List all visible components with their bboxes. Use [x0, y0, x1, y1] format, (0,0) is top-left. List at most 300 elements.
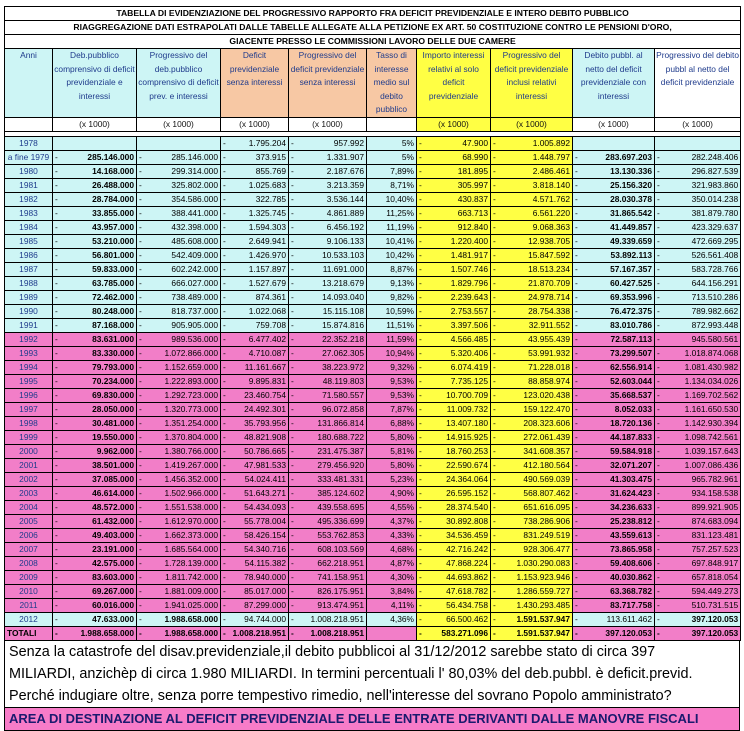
value-cell: - 71.228.018: [491, 361, 573, 375]
value-cell: - 651.616.095: [491, 501, 573, 515]
value-cell: - 70.234.000: [53, 375, 137, 389]
value-cell: - 663.713: [417, 207, 491, 221]
value-cell: - 83.603.000: [53, 571, 137, 585]
value-cell: - 912.840: [417, 221, 491, 235]
value-cell: - 1.007.086.436: [655, 459, 741, 473]
value-cell: 4,33%: [367, 529, 417, 543]
value-cell: - 1.152.659.000: [137, 361, 221, 375]
value-cell: - 738.489.000: [137, 291, 221, 305]
value-cell: - 738.286.906: [491, 515, 573, 529]
value-cell: [137, 137, 221, 151]
value-cell: 7,89%: [367, 165, 417, 179]
year-cell: 1980: [5, 165, 53, 179]
value-cell: - 6.561.220: [491, 207, 573, 221]
value-cell: - 13.130.336: [573, 165, 655, 179]
unit-cell: (x 1000): [655, 118, 741, 132]
value-cell: - 899.921.905: [655, 501, 741, 515]
value-cell: - 913.474.951: [289, 599, 367, 613]
year-cell: 2000: [5, 445, 53, 459]
value-cell: - 430.837: [417, 193, 491, 207]
value-cell: - 602.242.000: [137, 263, 221, 277]
value-cell: - 1.662.373.000: [137, 529, 221, 543]
value-cell: - 713.510.286: [655, 291, 741, 305]
value-cell: - 83.010.786: [573, 319, 655, 333]
year-cell: 2010: [5, 585, 53, 599]
value-cell: - 4.571.762: [491, 193, 573, 207]
table-row: [5, 263, 741, 277]
value-cell: - 874.361: [221, 291, 289, 305]
value-cell: - 485.608.000: [137, 235, 221, 249]
year-cell: 1987: [5, 263, 53, 277]
value-cell: - 279.456.920: [289, 459, 367, 473]
value-cell: - 123.020.438: [491, 389, 573, 403]
value-cell: - 1.039.157.643: [655, 445, 741, 459]
value-cell: - 11.691.000: [289, 263, 367, 277]
value-cell: - 24.364.064: [417, 473, 491, 487]
value-cell: - 66.500.462: [417, 613, 491, 627]
value-cell: 11,25%: [367, 207, 417, 221]
total-cell: - 1.008.218.951: [221, 627, 289, 641]
value-cell: - 31.624.423: [573, 487, 655, 501]
value-cell: - 1.594.303: [221, 221, 289, 235]
value-cell: - 1.612.970.000: [137, 515, 221, 529]
value-cell: - 7.735.125: [417, 375, 491, 389]
value-cell: - 1.081.430.982: [655, 361, 741, 375]
value-cell: 11,59%: [367, 333, 417, 347]
value-cell: - 350.014.238: [655, 193, 741, 207]
value-cell: - 3.397.506: [417, 319, 491, 333]
value-cell: - 181.895: [417, 165, 491, 179]
value-cell: - 322.785: [221, 193, 289, 207]
year-cell: 1999: [5, 431, 53, 445]
value-cell: - 934.158.538: [655, 487, 741, 501]
value-cell: - 1.881.009.000: [137, 585, 221, 599]
value-cell: - 9.895.831: [221, 375, 289, 389]
value-cell: - 73.865.958: [573, 543, 655, 557]
unit-cell: (x 1000): [289, 118, 367, 132]
value-cell: - 85.017.000: [221, 585, 289, 599]
value-cell: 5,80%: [367, 431, 417, 445]
header-deficit: Deficit previdenziale senza interessi: [221, 49, 289, 118]
value-cell: - 388.441.000: [137, 207, 221, 221]
value-cell: - 71.580.557: [289, 389, 367, 403]
value-cell: - 1.380.766.000: [137, 445, 221, 459]
total-cell: - 397.120.053: [573, 627, 655, 641]
value-cell: 3,84%: [367, 585, 417, 599]
value-cell: - 905.905.000: [137, 319, 221, 333]
value-cell: - 2.486.461: [491, 165, 573, 179]
value-cell: - 583.728.766: [655, 263, 741, 277]
table-row: [5, 277, 741, 291]
value-cell: - 1.292.723.000: [137, 389, 221, 403]
value-cell: - 41.449.857: [573, 221, 655, 235]
value-cell: - 73.299.507: [573, 347, 655, 361]
value-cell: - 56.801.000: [53, 249, 137, 263]
total-cell: - 1.988.658.000: [137, 627, 221, 641]
value-cell: - 53.991.932: [491, 347, 573, 361]
value-cell: - 4.861.889: [289, 207, 367, 221]
value-cell: - 1.728.139.000: [137, 557, 221, 571]
value-cell: - 354.586.000: [137, 193, 221, 207]
value-cell: 4,11%: [367, 599, 417, 613]
year-cell: 2003: [5, 487, 53, 501]
value-cell: - 439.558.695: [289, 501, 367, 515]
value-cell: - 83.631.000: [53, 333, 137, 347]
note-text: [4, 641, 740, 707]
year-cell: 1978: [5, 137, 53, 151]
value-cell: - 83.330.000: [53, 347, 137, 361]
table-row: [5, 193, 741, 207]
value-cell: - 594.449.273: [655, 585, 741, 599]
value-cell: - 47.633.000: [53, 613, 137, 627]
value-cell: [655, 137, 741, 151]
value-cell: - 87.299.000: [221, 599, 289, 613]
table-row: [5, 585, 741, 599]
value-cell: - 35.668.537: [573, 389, 655, 403]
value-cell: - 159.122.470: [491, 403, 573, 417]
value-cell: - 1.430.293.485: [491, 599, 573, 613]
value-cell: - 69.830.000: [53, 389, 137, 403]
value-cell: 10,40%: [367, 193, 417, 207]
value-cell: - 510.731.515: [655, 599, 741, 613]
value-cell: - 472.669.295: [655, 235, 741, 249]
value-cell: - 542.409.000: [137, 249, 221, 263]
value-cell: - 72.587.113: [573, 333, 655, 347]
value-cell: - 432.398.000: [137, 221, 221, 235]
value-cell: - 96.072.858: [289, 403, 367, 417]
table-row: [5, 165, 741, 179]
table-row: [5, 543, 741, 557]
table-row: [5, 431, 741, 445]
value-cell: - 1.169.702.562: [655, 389, 741, 403]
value-cell: - 6.456.192: [289, 221, 367, 235]
value-cell: - 2.187.676: [289, 165, 367, 179]
value-cell: - 759.708: [221, 319, 289, 333]
value-cell: - 38.501.000: [53, 459, 137, 473]
value-cell: - 53.892.113: [573, 249, 655, 263]
year-cell: 2012: [5, 613, 53, 627]
value-cell: - 1.153.923.946: [491, 571, 573, 585]
value-cell: - 60.427.525: [573, 277, 655, 291]
value-cell: - 13.407.180: [417, 417, 491, 431]
value-cell: - 43.957.000: [53, 221, 137, 235]
value-cell: - 208.323.606: [491, 417, 573, 431]
value-cell: - 1.142.930.394: [655, 417, 741, 431]
value-cell: - 26.595.152: [417, 487, 491, 501]
value-cell: - 22.590.674: [417, 459, 491, 473]
value-cell: - 47.618.782: [417, 585, 491, 599]
value-cell: - 28.050.000: [53, 403, 137, 417]
value-cell: - 965.782.961: [655, 473, 741, 487]
value-cell: - 1.527.679: [221, 277, 289, 291]
value-cell: - 874.683.094: [655, 515, 741, 529]
value-cell: - 52.603.044: [573, 375, 655, 389]
value-cell: - 14.168.000: [53, 165, 137, 179]
value-cell: - 928.306.477: [491, 543, 573, 557]
value-cell: 10,42%: [367, 249, 417, 263]
year-cell: 1992: [5, 333, 53, 347]
year-cell: 2002: [5, 473, 53, 487]
deficit-table: [4, 6, 741, 641]
value-cell: 9,53%: [367, 375, 417, 389]
value-cell: - 282.248.406: [655, 151, 741, 165]
value-cell: - 15.847.592: [491, 249, 573, 263]
value-cell: 11,19%: [367, 221, 417, 235]
totals-label: TOTALI: [5, 627, 53, 641]
value-cell: - 69.267.000: [53, 585, 137, 599]
destination-banner: AREA DI DESTINAZIONE AL DEFICIT PREVIDENZIALE DELLE ENTRATE DERIVANTI DALLE MANOVRE FISCALI: [4, 707, 740, 731]
unit-cell: (x 1000): [491, 118, 573, 132]
value-cell: - 48.119.803: [289, 375, 367, 389]
value-cell: - 1.988.658.000: [137, 613, 221, 627]
value-cell: - 53.210.000: [53, 235, 137, 249]
value-cell: - 1.419.267.000: [137, 459, 221, 473]
value-cell: - 1.426.970: [221, 249, 289, 263]
total-cell: - 1.988.658.000: [53, 627, 137, 641]
table-row: [5, 473, 741, 487]
value-cell: - 42.575.000: [53, 557, 137, 571]
table-row: [5, 249, 741, 263]
value-cell: - 48.572.000: [53, 501, 137, 515]
total-cell: - 583.271.096: [417, 627, 491, 641]
value-cell: - 495.336.699: [289, 515, 367, 529]
year-cell: 2008: [5, 557, 53, 571]
value-cell: - 13.218.679: [289, 277, 367, 291]
value-cell: - 10.533.103: [289, 249, 367, 263]
table-row: [5, 529, 741, 543]
value-cell: - 55.778.004: [221, 515, 289, 529]
total-cell: [367, 627, 417, 641]
value-cell: - 44.693.862: [417, 571, 491, 585]
value-cell: - 1.685.564.000: [137, 543, 221, 557]
value-cell: - 272.061.439: [491, 431, 573, 445]
value-cell: - 6.074.419: [417, 361, 491, 375]
value-cell: [53, 137, 137, 151]
value-cell: - 285.146.000: [137, 151, 221, 165]
value-cell: - 54.434.093: [221, 501, 289, 515]
header-tasso: Tasso di interesse medio sul debito pubblico: [367, 49, 417, 118]
value-cell: - 72.462.000: [53, 291, 137, 305]
value-cell: - 24.492.301: [221, 403, 289, 417]
value-cell: - 10.700.709: [417, 389, 491, 403]
note-line: MILIARDI, anzichèp di circa 1.980 MILIARDI. In termini percentuali l' 80,03% del deb.pubbl. è deficit.previd.: [9, 666, 693, 682]
value-cell: - 47.868.224: [417, 557, 491, 571]
year-cell: 1981: [5, 179, 53, 193]
value-cell: - 831.123.481: [655, 529, 741, 543]
value-cell: - 180.688.722: [289, 431, 367, 445]
value-cell: - 18.513.234: [491, 263, 573, 277]
value-cell: - 63.785.000: [53, 277, 137, 291]
totals-row: [5, 627, 741, 641]
value-cell: - 41.303.475: [573, 473, 655, 487]
value-cell: - 321.983.860: [655, 179, 741, 193]
value-cell: - 26.488.000: [53, 179, 137, 193]
value-cell: - 32.071.207: [573, 459, 655, 473]
unit-cell: (x 1000): [417, 118, 491, 132]
value-cell: - 9.106.133: [289, 235, 367, 249]
value-cell: - 1.811.742.000: [137, 571, 221, 585]
table-row: [5, 487, 741, 501]
table-row: [5, 501, 741, 515]
value-cell: - 60.016.000: [53, 599, 137, 613]
value-cell: - 54.024.411: [221, 473, 289, 487]
total-cell: - 1.008.218.951: [289, 627, 367, 641]
year-cell: a fine 1979: [5, 151, 53, 165]
value-cell: - 412.180.564: [491, 459, 573, 473]
year-cell: 2009: [5, 571, 53, 585]
value-cell: - 608.103.569: [289, 543, 367, 557]
value-cell: - 333.481.331: [289, 473, 367, 487]
value-cell: - 12.938.705: [491, 235, 573, 249]
value-cell: - 21.870.709: [491, 277, 573, 291]
value-cell: - 33.855.000: [53, 207, 137, 221]
table-row: [5, 459, 741, 473]
value-cell: - 28.754.338: [491, 305, 573, 319]
table-row: [5, 347, 741, 361]
value-cell: - 872.993.448: [655, 319, 741, 333]
year-cell: 2006: [5, 529, 53, 543]
header-progressivo-netto: Progressivo del debito pubbl al netto del deficit previdenziale: [655, 49, 741, 118]
table-row: [5, 221, 741, 235]
value-cell: - 2.239.643: [417, 291, 491, 305]
year-cell: 1985: [5, 235, 53, 249]
value-cell: - 4.566.485: [417, 333, 491, 347]
year-cell: 2005: [5, 515, 53, 529]
value-cell: - 94.744.000: [221, 613, 289, 627]
year-cell: 1986: [5, 249, 53, 263]
value-cell: - 789.982.662: [655, 305, 741, 319]
table-row: [5, 179, 741, 193]
value-cell: - 1.008.218.951: [289, 613, 367, 627]
value-cell: - 23.191.000: [53, 543, 137, 557]
year-cell: 1993: [5, 347, 53, 361]
value-cell: - 1.829.796: [417, 277, 491, 291]
value-cell: [573, 137, 655, 151]
value-cell: 6,88%: [367, 417, 417, 431]
units-row: [5, 118, 741, 132]
table-row: [5, 137, 741, 151]
value-cell: - 373.915: [221, 151, 289, 165]
value-cell: - 1.286.559.727: [491, 585, 573, 599]
value-cell: - 341.608.357: [491, 445, 573, 459]
value-cell: - 397.120.053: [655, 613, 741, 627]
value-cell: - 11.161.667: [221, 361, 289, 375]
value-cell: - 490.569.039: [491, 473, 573, 487]
value-cell: - 15.115.108: [289, 305, 367, 319]
value-cell: - 4.710.087: [221, 347, 289, 361]
year-cell: 1982: [5, 193, 53, 207]
value-cell: - 9.068.363: [491, 221, 573, 235]
table-row: [5, 207, 741, 221]
value-cell: - 3.213.359: [289, 179, 367, 193]
value-cell: - 385.124.602: [289, 487, 367, 501]
value-cell: - 757.257.523: [655, 543, 741, 557]
value-cell: - 1.481.917: [417, 249, 491, 263]
header-progressivo-interessi: Progressivo del deficit previdenziale inclusi relativi interessi: [491, 49, 573, 118]
year-cell: 1997: [5, 403, 53, 417]
value-cell: - 87.168.000: [53, 319, 137, 333]
value-cell: - 79.793.000: [53, 361, 137, 375]
year-cell: 2004: [5, 501, 53, 515]
unit-cell: (x 1000): [53, 118, 137, 132]
value-cell: - 1.222.893.000: [137, 375, 221, 389]
value-cell: 10,94%: [367, 347, 417, 361]
unit-cell: (x 1000): [573, 118, 655, 132]
value-cell: - 44.187.833: [573, 431, 655, 445]
value-cell: - 46.614.000: [53, 487, 137, 501]
value-cell: 7,87%: [367, 403, 417, 417]
table-row: [5, 235, 741, 249]
year-cell: 1995: [5, 375, 53, 389]
value-cell: - 325.802.000: [137, 179, 221, 193]
value-cell: - 741.158.951: [289, 571, 367, 585]
value-cell: - 1.220.400: [417, 235, 491, 249]
year-cell: 1998: [5, 417, 53, 431]
value-cell: - 76.472.375: [573, 305, 655, 319]
value-cell: - 8.052.033: [573, 403, 655, 417]
value-cell: - 51.643.271: [221, 487, 289, 501]
value-cell: - 54.115.382: [221, 557, 289, 571]
value-cell: - 63.368.782: [573, 585, 655, 599]
value-cell: - 14.915.925: [417, 431, 491, 445]
header-row: [5, 49, 741, 118]
value-cell: - 1.005.892: [491, 137, 573, 151]
value-cell: - 1.161.650.530: [655, 403, 741, 417]
table-title: TABELLA DI EVIDENZIAZIONE DEL PROGRESSIVO RAPPORTO FRA DEFICIT PREVIDENZIALE E INTERO DEBITO PUBBLICO: [5, 7, 741, 21]
total-cell: - 397.120.053: [655, 627, 741, 641]
value-cell: - 54.340.716: [221, 543, 289, 557]
value-cell: - 657.818.054: [655, 571, 741, 585]
value-cell: - 285.146.000: [53, 151, 137, 165]
value-cell: - 57.167.357: [573, 263, 655, 277]
value-cell: - 296.827.539: [655, 165, 741, 179]
value-cell: - 1.448.797: [491, 151, 573, 165]
value-cell: - 25.156.320: [573, 179, 655, 193]
value-cell: - 27.062.305: [289, 347, 367, 361]
value-cell: - 61.432.000: [53, 515, 137, 529]
value-cell: 5,80%: [367, 459, 417, 473]
value-cell: - 28.784.000: [53, 193, 137, 207]
value-cell: - 1.331.907: [289, 151, 367, 165]
value-cell: - 9.962.000: [53, 445, 137, 459]
table-row: [5, 613, 741, 627]
value-cell: - 47.981.533: [221, 459, 289, 473]
table-row: [5, 571, 741, 585]
value-cell: 9,13%: [367, 277, 417, 291]
unit-cell: [5, 118, 53, 132]
table-row: [5, 361, 741, 375]
table-body: [5, 137, 741, 627]
value-cell: - 305.997: [417, 179, 491, 193]
value-cell: 10,41%: [367, 235, 417, 249]
value-cell: - 15.874.816: [289, 319, 367, 333]
value-cell: - 666.027.000: [137, 277, 221, 291]
value-cell: - 18.720.136: [573, 417, 655, 431]
value-cell: - 6.477.402: [221, 333, 289, 347]
value-cell: - 48.821.908: [221, 431, 289, 445]
value-cell: - 49.339.659: [573, 235, 655, 249]
value-cell: - 1.025.683: [221, 179, 289, 193]
year-cell: 1990: [5, 305, 53, 319]
unit-cell: (x 1000): [221, 118, 289, 132]
value-cell: - 22.352.218: [289, 333, 367, 347]
value-cell: 5%: [367, 137, 417, 151]
value-cell: - 38.223.972: [289, 361, 367, 375]
header-anni: Anni: [5, 49, 53, 118]
value-cell: - 131.866.814: [289, 417, 367, 431]
value-cell: - 1.098.742.561: [655, 431, 741, 445]
value-cell: - 957.992: [289, 137, 367, 151]
